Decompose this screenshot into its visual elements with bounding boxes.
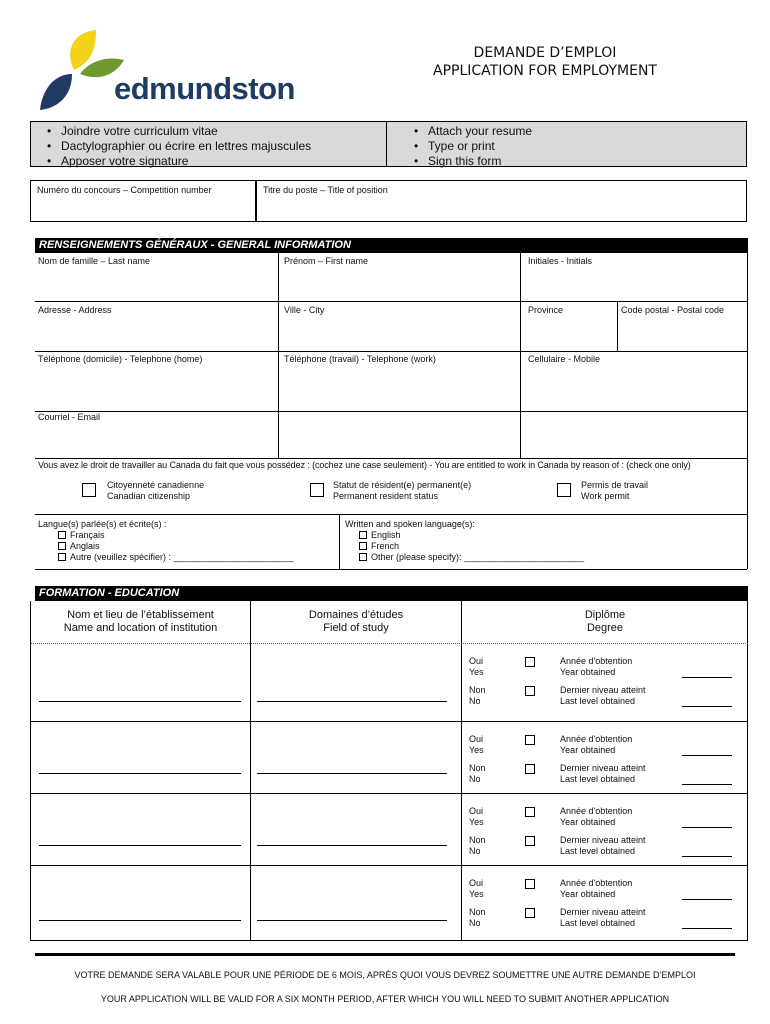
province-input[interactable] [521, 316, 617, 350]
field-column-header: Domaines d’études Field of study [308, 609, 404, 634]
year-obtained-input[interactable] [682, 827, 732, 828]
lang-option-anglais[interactable]: Anglais [38, 541, 294, 552]
last-level-label: Dernier niveau atteint Last level obtained [560, 685, 646, 706]
year-obtained-label: Année d'obtention Year obtained [560, 806, 633, 827]
field-of-study-input[interactable] [257, 701, 447, 702]
last-name-label: Nom de famille – Last name [38, 256, 151, 266]
general-info-header: RENSEIGNEMENTS GÉNÉRAUX - GENERAL INFORMATION [35, 238, 748, 253]
city-input[interactable] [279, 316, 520, 350]
no-checkbox[interactable] [525, 908, 535, 918]
title-fr: DEMANDE D’EMPLOI [473, 45, 617, 61]
education-table [30, 601, 748, 941]
phone-work-input[interactable] [279, 365, 520, 410]
address-label: Adresse - Address [38, 305, 112, 315]
footer-notice-en: YOUR APPLICATION WILL BE VALID FOR A SIX MONTH PERIOD, AFTER WHICH YOU WILL NEED TO SUBMIT ANOTHER APPLICATION [100, 994, 670, 1004]
citizenship-checkbox[interactable] [82, 483, 96, 497]
no-option-label: Non No [469, 763, 486, 784]
phone-work-label: Téléphone (travail) - Telephone (work) [284, 354, 436, 364]
work-rights-section [35, 459, 748, 514]
instructions-box [30, 121, 747, 167]
permanent-resident-checkbox[interactable] [310, 483, 324, 497]
last-level-input[interactable] [682, 856, 732, 857]
education-row [31, 793, 748, 865]
instruction-item: • Dactylographier ou écrire en lettres majuscules [31, 139, 311, 154]
yes-option-label: Oui Yes [469, 806, 484, 827]
checkbox-icon[interactable] [359, 553, 367, 561]
work-permit-label: Permis de travail Work permit [581, 480, 649, 501]
instruction-item: • Joindre votre curriculum vitae [31, 124, 311, 139]
initials-input[interactable] [521, 267, 747, 301]
field-of-study-input[interactable] [257, 845, 447, 846]
institution-column-header: Nom et lieu de l’établissement Name and location of institution [63, 609, 218, 634]
footer-divider [35, 953, 735, 956]
last-level-label: Dernier niveau atteint Last level obtained [560, 835, 646, 856]
year-obtained-input[interactable] [682, 899, 732, 900]
permanent-resident-label: Statut de résident(e) permanent(e) Permanent resident status [333, 480, 472, 501]
work-permit-checkbox[interactable] [557, 483, 571, 497]
lang-option-francais[interactable]: Français [38, 530, 294, 541]
footer-notice-fr: VOTRE DEMANDE SERA VALABLE POUR UNE PÉRIODE DE 6 MOIS, APRÈS QUOI VOUS DEVREZ SOUMETTRE UNE AUTRE DEMANDE D’EMPLOI [74, 970, 696, 980]
postal-code-input[interactable] [618, 316, 747, 350]
instructions-fr [31, 124, 311, 169]
languages-en-title: Written and spoken language(s): [345, 519, 475, 529]
institution-input[interactable] [39, 701, 241, 702]
instruction-item: • Attach your resume [398, 124, 532, 139]
field-of-study-input[interactable] [257, 920, 447, 921]
no-checkbox[interactable] [525, 764, 535, 774]
lang-option-other[interactable]: Other (please specify): ________________________ [345, 552, 584, 563]
yes-checkbox[interactable] [525, 807, 535, 817]
education-row [31, 643, 748, 721]
last-level-label: Dernier niveau atteint Last level obtained [560, 907, 646, 928]
checkbox-icon[interactable] [58, 531, 66, 539]
competition-number-label: Numéro du concours – Competition number [37, 185, 212, 195]
page-title [420, 44, 670, 80]
address-input[interactable] [35, 316, 278, 350]
lang-option-french[interactable]: French [345, 541, 584, 552]
last-level-input[interactable] [682, 928, 732, 929]
languages-fr-title: Langue(s) parlée(s) et écrite(s) : [38, 519, 167, 529]
last-level-input[interactable] [682, 784, 732, 785]
year-obtained-label: Année d'obtention Year obtained [560, 878, 633, 899]
work-rights-question: Vous avez le droit de travailler au Canada du fait que vous possédez : (cochez une case seulement) - You are entitled to work in Canada by reason of : (check one only) [38, 460, 691, 470]
instruction-item: • Sign this form [398, 154, 532, 169]
institution-input[interactable] [39, 845, 241, 846]
year-obtained-input[interactable] [682, 677, 732, 678]
checkbox-icon[interactable] [58, 542, 66, 550]
checkbox-icon[interactable] [58, 553, 66, 561]
languages-section [35, 514, 748, 569]
mobile-label: Cellulaire - Mobile [528, 354, 601, 364]
postal-code-label: Code postal - Postal code [621, 305, 725, 315]
checkbox-icon[interactable] [359, 531, 367, 539]
instruction-item: • Type or print [398, 139, 532, 154]
last-level-input[interactable] [682, 706, 732, 707]
title-en: APPLICATION FOR EMPLOYMENT [433, 63, 657, 79]
yes-checkbox[interactable] [525, 879, 535, 889]
year-obtained-input[interactable] [682, 755, 732, 756]
first-name-label: Prénom – First name [284, 256, 369, 266]
institution-input[interactable] [39, 773, 241, 774]
yes-checkbox[interactable] [525, 657, 535, 667]
yes-option-label: Oui Yes [469, 734, 484, 755]
instruction-item: • Apposer votre signature [31, 154, 311, 169]
mobile-input[interactable] [521, 365, 747, 410]
year-obtained-label: Année d'obtention Year obtained [560, 656, 633, 677]
no-option-label: Non No [469, 835, 486, 856]
degree-column-header: Diplôme Degree [584, 609, 626, 634]
institution-input[interactable] [39, 920, 241, 921]
no-option-label: Non No [469, 907, 486, 928]
no-checkbox[interactable] [525, 836, 535, 846]
last-name-input[interactable] [35, 267, 278, 301]
logo-wordmark: edmundston [114, 71, 295, 106]
no-checkbox[interactable] [525, 686, 535, 696]
education-row [31, 721, 748, 793]
instructions-en [398, 124, 532, 169]
lang-option-english[interactable]: English [345, 530, 584, 541]
email-label: Courriel - Email [38, 412, 101, 422]
checkbox-icon[interactable] [359, 542, 367, 550]
initials-label: Initiales - Initials [528, 256, 593, 266]
no-option-label: Non No [469, 685, 486, 706]
province-label: Province [528, 305, 564, 315]
lang-option-autre[interactable]: Autre (veuillez spécifier) : ________________________ [38, 552, 294, 563]
logo [34, 30, 314, 112]
first-name-input[interactable] [279, 267, 520, 301]
phone-home-input[interactable] [35, 365, 278, 410]
yes-option-label: Oui Yes [469, 656, 484, 677]
position-title-label: Titre du poste – Title of position [263, 185, 388, 195]
email-input[interactable] [35, 425, 278, 458]
citizenship-label: Citoyenneté canadienne Canadian citizenship [107, 480, 205, 501]
position-title-field[interactable] [256, 180, 747, 222]
last-level-label: Dernier niveau atteint Last level obtained [560, 763, 646, 784]
field-of-study-input[interactable] [257, 773, 447, 774]
education-row [31, 865, 748, 940]
education-header: FORMATION - EDUCATION [35, 586, 748, 601]
yes-option-label: Oui Yes [469, 878, 484, 899]
general-info-table [35, 253, 748, 459]
phone-home-label: Téléphone (domicile) - Telephone (home) [38, 354, 203, 364]
email-input-extra[interactable] [279, 412, 747, 458]
city-label: Ville - City [284, 305, 325, 315]
competition-number-field[interactable] [30, 180, 256, 222]
yes-checkbox[interactable] [525, 735, 535, 745]
year-obtained-label: Année d'obtention Year obtained [560, 734, 633, 755]
